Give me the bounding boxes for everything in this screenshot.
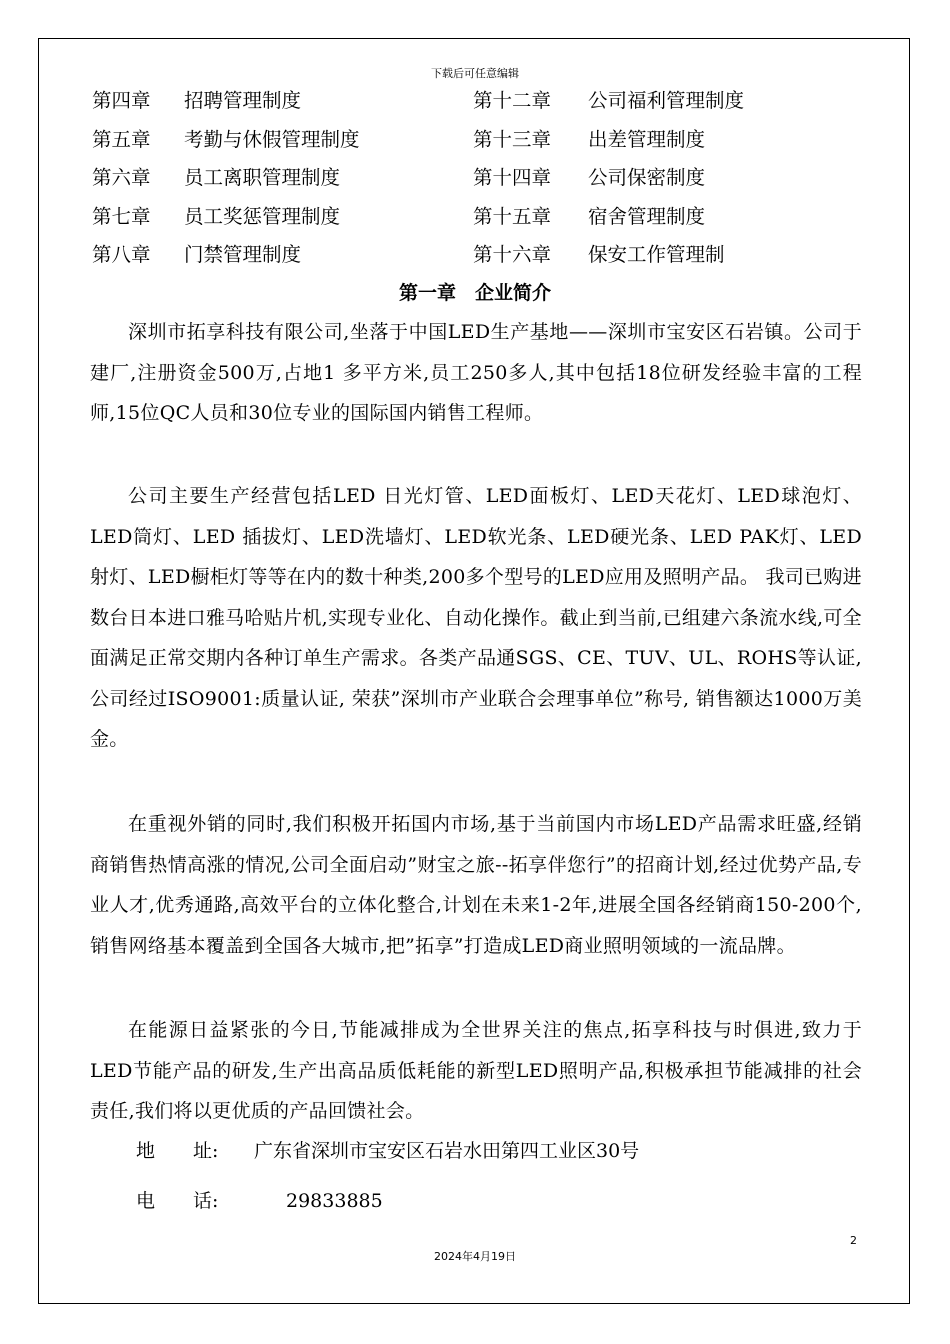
page-number: 2 xyxy=(850,1234,857,1247)
toc-chapter-title: 门禁管理制度 xyxy=(184,243,302,266)
phone-label: 电 话: xyxy=(136,1190,219,1212)
toc-chapter-title: 保安工作管理制 xyxy=(588,243,725,266)
toc-chapter-title: 公司福利管理制度 xyxy=(588,89,745,112)
address-label: 地 址: xyxy=(136,1140,219,1162)
toc-row xyxy=(92,121,872,160)
toc-chapter-number: 第十五章 xyxy=(473,204,552,228)
toc-chapter-title: 员工奖惩管理制度 xyxy=(184,204,341,228)
body-paragraph: 在能源日益紧张的今日,节能减排成为全世界关注的焦点,拓享科技与时俱进,致力于LED节能产品的研发,生产出高品质低耗能的新型LED照明产品,积极承担节能减排的社会责任,我们将以更优质的产品回馈社会。 xyxy=(90,1019,862,1122)
body-paragraph: 深圳市拓享科技有限公司,坐落于中国LED生产基地——深圳市宝安区石岩镇。公司于 建厂,注册资金500万,占地1 多平方米,员工250多人,其中包括18位研发经验丰富的工程师,15位QC人员和30位专业的国际国内销售工程师。 xyxy=(90,321,862,424)
address-value: 广东省深圳市宝安区石岩水田第四工业区30号 xyxy=(254,1140,640,1162)
toc-chapter-title: 考勤与休假管理制度 xyxy=(184,127,360,151)
toc-row xyxy=(92,82,872,121)
toc-chapter-number: 第六章 xyxy=(92,166,151,189)
footer-date: 2024年4月19日 xyxy=(434,1250,516,1263)
toc-chapter-title: 出差管理制度 xyxy=(588,127,706,151)
header-note: 下载后可任意编辑 xyxy=(431,67,519,80)
toc-chapter-title: 公司保密制度 xyxy=(588,166,706,189)
phone-value: 29833885 xyxy=(286,1190,383,1212)
toc-chapter-number: 第十六章 xyxy=(473,243,552,266)
toc-chapter-number: 第四章 xyxy=(92,89,151,112)
toc-chapter-number: 第七章 xyxy=(92,204,151,228)
toc-chapter-number: 第八章 xyxy=(92,243,151,266)
toc-chapter-number: 第五章 xyxy=(92,127,151,151)
toc-chapter-number: 第十四章 xyxy=(473,166,552,189)
toc-row xyxy=(92,198,872,237)
toc-chapter-title: 招聘管理制度 xyxy=(184,89,302,112)
address-line xyxy=(136,1134,639,1168)
chapter-heading: 第一章 企业简介 xyxy=(398,282,551,304)
body-paragraph: 公司主要生产经营包括LED 日光灯管、LED面板灯、LED天花灯、LED球泡灯、LED筒灯、LED 插拔灯、LED洗墙灯、LED软光条、LED硬光条、LED PAK灯、LED射灯、LED橱柜灯等等在内的数十种类,200多个型号的LED应用及照明产品。 我司已购进数台日本进口雅马哈贴片机,实现专业化、自动化操作。截止到当前,已组建六条流水线,可全面满足正常交期内各种订单生产需求。各类产品通SGS、CE、TUV、UL、ROHS等认证,公司经过ISO9001:质量认证, 荣获”深圳市产业联合会理事单位”称号, 销售额达1000万美金。 xyxy=(90,485,862,750)
toc-chapter-number: 第十二章 xyxy=(473,89,552,112)
toc-chapter-title: 员工离职管理制度 xyxy=(184,166,341,189)
toc-row xyxy=(92,236,872,275)
body-paragraph: 在重视外销的同时,我们积极开拓国内市场,基于当前国内市场LED产品需求旺盛,经销商销售热情高涨的情况,公司全面启动”财宝之旅--拓享伴您行”的招商计划,经过优势产品,专业人才,优秀通路,高效平台的立体化整合,计划在未来1-2年,进展全国各经销商150-200个,销售网络基本覆盖到全国各大城市,把”拓享”打造成LED商业照明领域的一流品牌。 xyxy=(90,813,862,957)
toc-row xyxy=(92,159,872,198)
toc-chapter-number: 第十三章 xyxy=(473,127,552,151)
table-of-contents xyxy=(92,82,872,275)
toc-chapter-title: 宿舍管理制度 xyxy=(588,204,706,228)
phone-line xyxy=(136,1184,383,1218)
